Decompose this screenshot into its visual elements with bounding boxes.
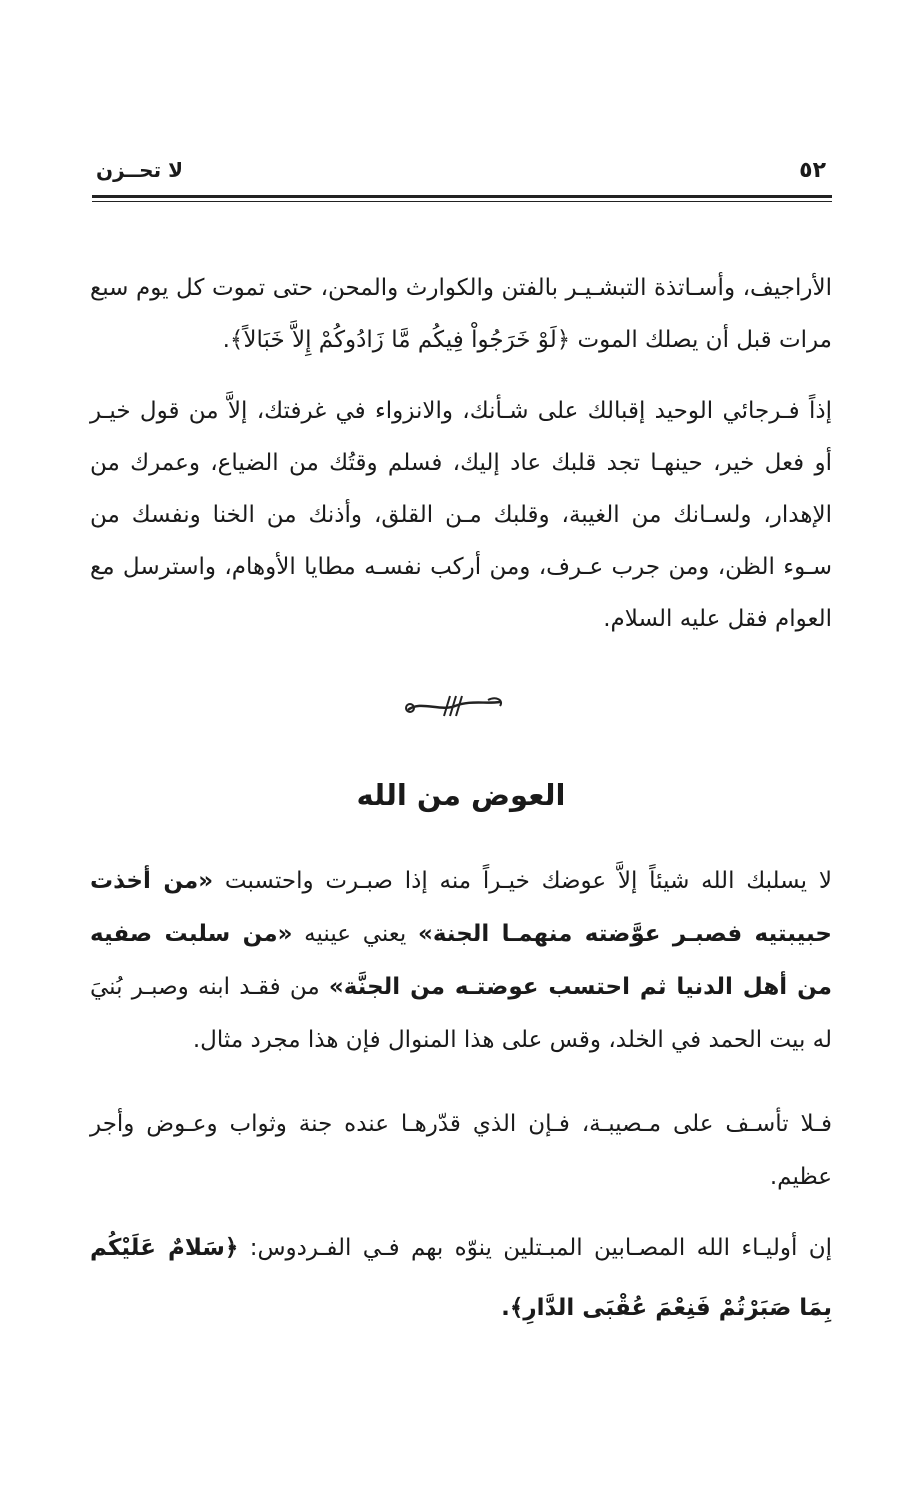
paragraph-5 — [90, 1218, 832, 1338]
hadith-quote-2: «من سلبت صفيه من أهل الدنيا ثم احتسب عوضتـه من الجنَّة» — [90, 921, 833, 1000]
page-header — [92, 152, 832, 192]
vine-flourish-icon — [400, 690, 510, 720]
paragraph-1: الأراجيف، وأسـاتذة التبشـيـر بالفتن والكوارث والمحن، حتى تموت كل يوم سبع مرات قبل أن يصلك الموت ﴿لَوْ خَرَجُواْ فِيكُم مَّا زَادُوكُمْ إِلاَّ خَبَالاً﴾. — [90, 275, 832, 353]
hadith-quote-1: «من أخذت حبيبتيه فصبـر عوَّضته منهمـا الجنة» — [90, 868, 833, 947]
paragraph-3-text-c: من فقـد ابنه وصبـر بُنيَ له بيت الحمد في الخلد، وقس على هذا المنوال فإن هذا مجرد مثال. — [90, 974, 832, 1053]
paragraph-2: إذاً فـرجائي الوحيد إقبالك على شـأنك، والانزواء في غرفتك، إلاَّ من قول خيـر أو فعل خير، حينهـا تجد قلبك عاد إليك، فسلم وقتُك من الضياع، وعمرك من الإهدار، ولسـانك من الغيبة، وقلبك مـن القلق، وأذنك من الخنا ونفسك من سـوء الظن، ومن جرب عـرف، ومن أركب نفسـه مطايا الأوهام، واسترسل مع العوام فقل عليه السلام. — [90, 398, 832, 632]
page-number: ٥٢ — [799, 158, 826, 183]
paragraph-3-text-a: لا يسلبك الله شيئاً إلاَّ عوضك خيـراً منه إذا صبـرت واحتسبت — [213, 868, 832, 894]
paragraph-3 — [90, 855, 832, 1067]
section-title: العوض من الله — [356, 778, 566, 812]
paragraph-3-text-b: يعني عينيه — [292, 921, 418, 947]
running-title: لا تحــزن — [96, 158, 183, 182]
quran-verse: ﴿سَلامٌ عَلَيْكُم بِمَا صَبَرْتُمْ فَنِعْمَ عُقْبَى الدَّارِ﴾. — [90, 1235, 832, 1321]
paragraph-4: فـلا تأسـف على مـصيبـة، فـإن الذي قدّرهـا عنده جنة وثواب وعـوض وأجر عظيم. — [90, 1111, 832, 1190]
paragraph-5-text: إن أوليـاء الله المصـابين المبـتلين ينوّه بهم فـي الفـردوس: — [238, 1235, 832, 1261]
header-rule — [92, 195, 832, 202]
